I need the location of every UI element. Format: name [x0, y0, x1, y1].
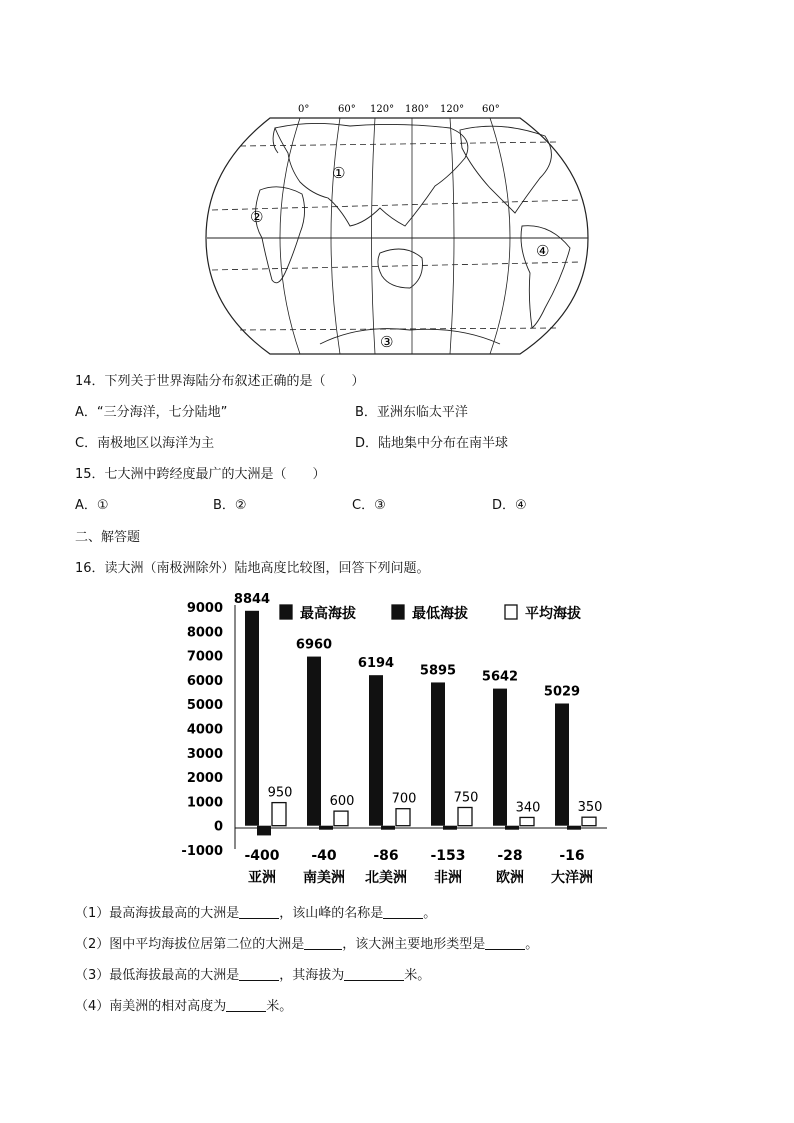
- option-text: ④: [515, 498, 527, 513]
- lon-label-5: 60°: [482, 104, 500, 115]
- y-axis-ticks: [181, 601, 223, 859]
- category-label: 亚洲: [248, 870, 276, 886]
- y-tick-label: 7000: [186, 649, 223, 665]
- y-tick-label: -1000: [181, 844, 223, 859]
- answer-blank[interactable]: [226, 997, 266, 1012]
- category-label: 大洋洲: [551, 870, 593, 886]
- bar-lowest: [567, 826, 581, 830]
- bar-lowest: [257, 826, 271, 836]
- y-tick-label: 6000: [186, 673, 223, 689]
- legend-label: 最低海拔: [412, 606, 468, 622]
- label-lowest: -28: [497, 848, 523, 864]
- option-letter: A．: [75, 498, 97, 513]
- label-lowest: -16: [559, 848, 585, 864]
- bar-average: [520, 817, 534, 825]
- lon-label-4: 120°: [440, 104, 465, 115]
- option-text: “三分海洋，七分陆地”: [96, 405, 228, 420]
- option-text: 亚洲东临太平洋: [376, 405, 468, 420]
- option-letter: B．: [213, 498, 235, 513]
- option-text: ②: [234, 498, 247, 513]
- greenland-outline: [273, 128, 278, 153]
- option-text: 陆地集中分布在南半球: [378, 436, 509, 451]
- q15-stem: 15．七大洲中跨经度最广的大洲是（ ）: [75, 467, 326, 482]
- answer-blank[interactable]: [239, 966, 279, 981]
- q16-stem: 16．读大洲（南极洲除外）陆地高度比较图，回答下列问题。: [75, 561, 430, 576]
- category-label: 北美洲: [365, 870, 407, 886]
- bar-highest: [369, 675, 383, 826]
- q16-sub-1: [75, 904, 436, 923]
- label-highest: 6194: [357, 656, 395, 672]
- label-highest: 5895: [419, 663, 457, 679]
- y-tick-label: 1000: [186, 795, 223, 811]
- sub-text: 米。: [266, 999, 293, 1014]
- label-average: 350: [577, 800, 603, 816]
- bar-average: [582, 817, 596, 826]
- category-label: 欧洲: [496, 870, 524, 886]
- marker-4: ④: [536, 242, 550, 260]
- label-highest: 6960: [295, 637, 333, 653]
- label-average: 340: [515, 800, 541, 816]
- label-average: 600: [329, 794, 355, 810]
- q15-option-b: [213, 497, 247, 515]
- label-highest: 5642: [481, 669, 519, 685]
- sub-text: 米。: [404, 968, 431, 983]
- answer-blank[interactable]: [304, 935, 342, 950]
- sub-text: （2）图中平均海拔位居第二位的大洲是: [75, 937, 305, 952]
- lon-label-3: 180°: [405, 104, 430, 115]
- category-label: 非洲: [434, 870, 462, 886]
- sub-text: ，该山峰的名称是: [279, 906, 384, 921]
- legend-label: 平均海拔: [525, 606, 581, 622]
- q14-option-c: [75, 435, 214, 453]
- label-lowest: -86: [373, 848, 399, 864]
- y-tick-label: 8000: [186, 625, 223, 641]
- lon-label-0: 0°: [298, 104, 310, 115]
- bar-average: [334, 811, 348, 826]
- answer-blank[interactable]: [485, 935, 525, 950]
- polar-circle-north: [240, 142, 556, 146]
- meridian: [331, 118, 340, 354]
- answer-blank[interactable]: [239, 904, 279, 919]
- legend: [280, 605, 581, 622]
- antarctica-outline: [320, 329, 500, 344]
- meridian: [280, 118, 300, 354]
- meridian: [450, 118, 454, 354]
- q16-sub-4: [75, 997, 292, 1016]
- option-letter: A．: [75, 405, 97, 420]
- australia-outline: [378, 249, 423, 288]
- section-title: 二、解答题: [75, 530, 141, 545]
- bar-highest: [307, 657, 321, 826]
- option-letter: C．: [352, 498, 375, 513]
- label-average: 750: [453, 790, 479, 806]
- answer-blank[interactable]: [383, 904, 423, 919]
- legend-label: 最高海拔: [300, 606, 356, 622]
- legend-swatch: [280, 605, 292, 619]
- bar-average: [272, 803, 286, 826]
- q15-option-d: [492, 497, 527, 515]
- option-letter: C．: [75, 436, 98, 451]
- bar-average: [396, 809, 410, 826]
- lon-label-1: 60°: [338, 104, 356, 115]
- sub-text: （1）最高海拔最高的大洲是: [75, 906, 240, 921]
- y-tick-label: 0: [213, 819, 223, 835]
- sub-text: （4）南美洲的相对高度为: [75, 999, 227, 1014]
- marker-3: ③: [380, 333, 394, 351]
- north-america-outline: [460, 126, 551, 213]
- bar-lowest: [505, 826, 519, 830]
- option-letter: D．: [355, 436, 379, 451]
- bars: [234, 592, 603, 886]
- q16-sub-3: [75, 966, 430, 985]
- y-tick-label: 4000: [186, 722, 223, 738]
- option-text: 南极地区以海洋为主: [97, 436, 215, 451]
- q14-option-d: [355, 435, 508, 453]
- label-highest: 8844: [233, 591, 271, 607]
- label-highest: 5029: [543, 684, 581, 700]
- world-map: [200, 98, 590, 358]
- bar-average: [458, 807, 472, 825]
- y-tick-label: 2000: [186, 771, 223, 787]
- q15-option-c: [352, 497, 386, 515]
- lon-label-2: 120°: [370, 104, 395, 115]
- category-label: 南美洲: [303, 870, 345, 886]
- q15-option-a: [75, 497, 109, 515]
- label-lowest: -400: [244, 848, 280, 864]
- legend-swatch: [392, 605, 404, 619]
- sub-text: （3）最低海拔最高的大洲是: [75, 968, 240, 983]
- bar-highest: [431, 682, 445, 825]
- bar-lowest: [319, 826, 333, 830]
- sub-text: 。: [423, 906, 437, 921]
- option-letter: D．: [492, 498, 516, 513]
- label-lowest: -153: [430, 848, 466, 864]
- y-tick-label: 9000: [186, 601, 223, 616]
- tropic-north: [212, 200, 580, 210]
- q14-option-b: [355, 404, 468, 422]
- sub-text: ，该大洲主要地形类型是: [342, 937, 486, 952]
- option-text: ①: [96, 498, 109, 513]
- q14-option-a: [75, 404, 227, 422]
- bar-highest: [245, 611, 259, 826]
- y-tick-label: 5000: [186, 698, 223, 714]
- option-letter: B．: [355, 405, 377, 420]
- bar-lowest: [381, 826, 395, 830]
- q14-stem: 14．下列关于世界海陆分布叙述正确的是（ ）: [75, 374, 365, 389]
- meridian: [490, 118, 510, 354]
- elevation-chart: [170, 585, 620, 890]
- q16-sub-2: [75, 935, 538, 954]
- option-text: ③: [374, 498, 386, 513]
- legend-swatch: [505, 605, 517, 619]
- bar-lowest: [443, 826, 457, 830]
- sub-text: ，其海拔为: [279, 968, 345, 983]
- marker-2: ②: [250, 208, 264, 226]
- label-lowest: -40: [311, 848, 337, 864]
- sub-text: 。: [525, 937, 539, 952]
- bar-highest: [555, 703, 569, 825]
- marker-1: ①: [332, 164, 346, 182]
- label-average: 700: [391, 791, 417, 807]
- meridian: [372, 118, 376, 354]
- answer-blank[interactable]: [344, 966, 404, 981]
- label-average: 950: [267, 785, 293, 801]
- bar-highest: [493, 689, 507, 826]
- y-tick-label: 3000: [186, 746, 223, 762]
